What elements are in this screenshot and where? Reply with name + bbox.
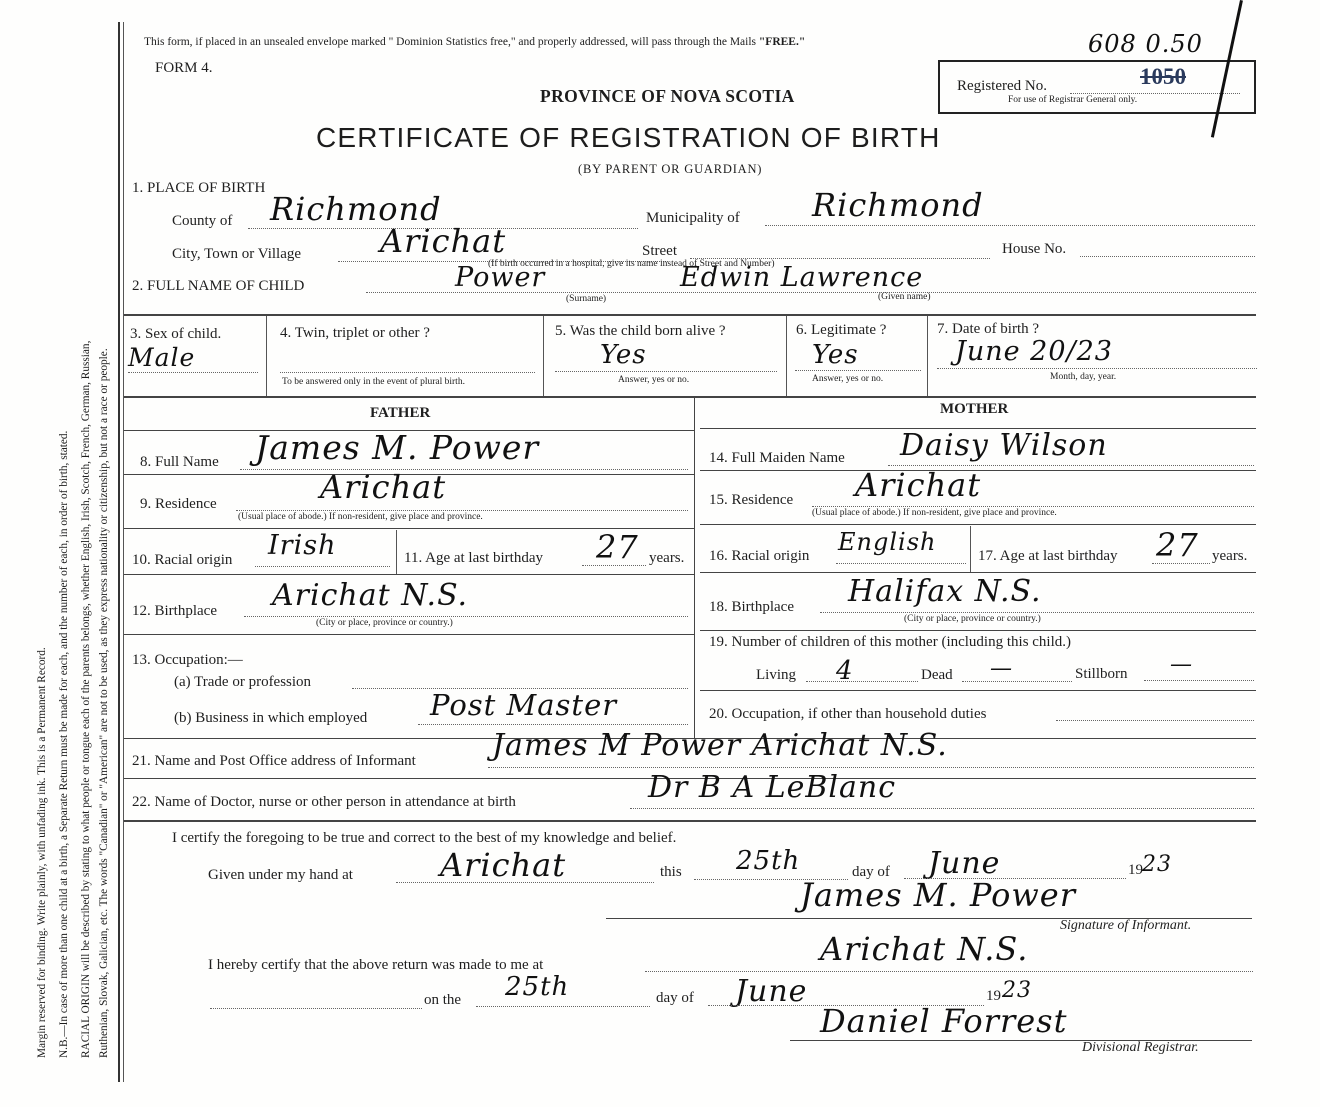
business-value: Post Master (430, 688, 618, 722)
margin-rule (118, 22, 120, 1082)
mother-residence-line (812, 506, 1254, 507)
father-residence-note: (Usual place of abode.) If non-resident, give place and province. (238, 512, 483, 522)
registered-value: 1050 (1140, 64, 1186, 89)
dob-value: June 20/23 (955, 336, 1113, 367)
return-year-prefix: 19 (986, 988, 1001, 1004)
legit-note: Answer, yes or no. (812, 374, 884, 384)
province-title: PROVINCE OF NOVA SCOTIA (540, 86, 795, 106)
father-age-line (582, 565, 646, 566)
mother-age-value: 27 (1156, 526, 1199, 564)
surname-note: (Surname) (566, 294, 607, 304)
father-birthplace-label: 12. Birthplace (132, 603, 217, 619)
father-residence-label: 9. Residence (140, 496, 217, 512)
mother-rule-3 (700, 524, 1256, 525)
certify-statement: I certify the foregoing to be true and correct to the best of my knowledge and belief. (172, 830, 677, 846)
mother-age-divider (970, 526, 971, 572)
registered-line (1070, 93, 1240, 94)
mother-racial-label: 16. Racial origin (709, 548, 810, 564)
mother-rule-6 (700, 690, 1256, 691)
father-heading: FATHER (370, 405, 431, 421)
mother-racial-line (836, 563, 966, 564)
postal-note (144, 36, 805, 48)
father-name-line (240, 469, 688, 470)
doctor-line (630, 808, 1254, 809)
certificate-title: CERTIFICATE OF REGISTRATION OF BIRTH (316, 122, 941, 153)
living-label: Living (756, 667, 796, 683)
informant-label: 21. Name and Post Office address of Informant (132, 753, 416, 769)
mother-occupation-label: 20. Occupation, if other than household duties (709, 706, 987, 722)
father-name-label: 8. Full Name (140, 454, 219, 470)
living-line (806, 681, 918, 682)
sex-label: 3. Sex of child. (130, 326, 222, 342)
county-label: County of (172, 213, 233, 229)
certificate-subtitle: (BY PARENT OR GUARDIAN) (578, 162, 763, 176)
father-name-value: James M. Power (255, 428, 540, 467)
col-div-2 (543, 316, 544, 396)
informant-address-signature: Arichat N.S. (820, 930, 1029, 968)
father-racial-value: Irish (268, 530, 337, 561)
house-label: House No. (1002, 241, 1067, 257)
children-label: 19. Number of children of this mother (including this child.) (709, 634, 1072, 650)
sex-line (128, 372, 258, 373)
child-name-line (366, 292, 1256, 293)
father-racial-line (255, 566, 390, 567)
return-year-value: 23 (1002, 978, 1032, 1003)
informant-value: James M Power Arichat N.S. (492, 728, 948, 763)
col-div-3 (786, 316, 787, 396)
alive-value: Yes (600, 340, 647, 370)
dead-label: Dead (921, 667, 953, 683)
mother-name-label: 14. Full Maiden Name (709, 450, 845, 466)
trade-label: (a) Trade or profession (174, 674, 312, 690)
given-place-value: Arichat (440, 846, 567, 884)
margin-note-line4: Ruthenian, Slovak, Galician, etc. The words "Canadian" or "American" are not to be used, as they express nationality or citizenship, but not a race or people. (98, 348, 110, 1058)
given-day-value: 25th (736, 846, 801, 876)
alive-note: Answer, yes or no. (618, 375, 690, 385)
child-surname-value: Power (455, 262, 546, 293)
given-year-value: 23 (1142, 852, 1172, 877)
this-label: this (660, 864, 682, 880)
living-value: 4 (836, 656, 854, 686)
mother-residence-label: 15. Residence (709, 492, 794, 508)
business-line (418, 724, 688, 725)
return-day-value: 25th (505, 972, 570, 1002)
return-label: I hereby certify that the above return was made to me at (208, 957, 544, 973)
return-day-of: day of (656, 990, 694, 1006)
mother-occupation-line (1056, 720, 1254, 721)
margin-note-line1: Margin reserved for binding. Write plainly, with unfading ink. This is a Permanent Record. (36, 647, 48, 1058)
stillborn-value: — (1170, 652, 1193, 677)
father-age-divider (396, 530, 397, 574)
mother-age-label: 17. Age at last birthday (978, 548, 1118, 564)
rule-after-doctor (124, 820, 1256, 822)
handwritten-file-number: 608 0.50 (1088, 30, 1203, 58)
municipality-line (765, 225, 1255, 226)
father-residence-value: Arichat (320, 468, 447, 506)
on-the-label: on the (424, 992, 462, 1008)
dob-label: 7. Date of birth ? (937, 321, 1040, 337)
father-mother-divider (694, 398, 695, 738)
twin-note: To be answered only in the event of plural birth. (282, 377, 465, 387)
margin-rule-inner (123, 22, 124, 1082)
legit-value: Yes (812, 340, 859, 370)
father-age-value: 27 (596, 528, 639, 566)
stillborn-label: Stillborn (1075, 666, 1128, 682)
father-racial-label: 10. Racial origin (132, 552, 233, 568)
father-years: years. (649, 550, 685, 566)
mother-birthplace-note: (City or place, province or country.) (904, 614, 1041, 624)
mother-racial-value: English (838, 528, 937, 556)
doctor-value: Dr B A LeBlanc (648, 770, 897, 805)
postal-free: "FREE." (758, 36, 806, 48)
father-age-label: 11. Age at last birthday (404, 550, 543, 566)
hospital-note: (If birth occurred in a hospital, give its name instead of Street and Number) (488, 259, 775, 269)
municipality-value: Richmond (812, 186, 984, 224)
county-value: Richmond (270, 190, 442, 228)
mother-residence-note: (Usual place of abode.) If non-resident, give place and province. (812, 508, 1057, 518)
twin-line (280, 372, 535, 373)
registrar-note: For use of Registrar General only. (1008, 95, 1138, 105)
municipality-label: Municipality of (646, 210, 740, 226)
return-place-line-2 (210, 1008, 422, 1009)
child-given-value: Edwin Lawrence (680, 262, 924, 293)
alive-line (555, 371, 777, 372)
col-div-1 (266, 316, 267, 396)
mother-age-line (1152, 563, 1210, 564)
stillborn-line (1144, 680, 1254, 681)
mother-birthplace-label: 18. Birthplace (709, 599, 794, 615)
mother-birthplace-value: Halifax N.S. (848, 574, 1042, 609)
registrar-caption: Divisional Registrar. (1082, 1040, 1199, 1055)
given-label: Given under my hand at (208, 867, 353, 883)
mother-residence-value: Arichat (855, 466, 982, 504)
return-place-line (645, 971, 1253, 972)
dob-line (937, 368, 1257, 369)
rule-after-row3 (124, 396, 1256, 398)
registrar-signature: Daniel Forrest (820, 1002, 1068, 1040)
mother-rule-4 (700, 572, 1256, 573)
margin-note-line3: RACIAL ORIGIN will be described by stating to what people or tongue each of the parents belongs, whether English, Irish, Scotch, French, German, Russian, (80, 340, 92, 1058)
father-birthplace-note: (City or place, province or country.) (316, 618, 453, 628)
form-number: FORM 4. (155, 60, 213, 76)
father-birthplace-line (244, 616, 688, 617)
given-month-value: June (928, 846, 1001, 881)
dob-note: Month, day, year. (1050, 372, 1117, 382)
return-month-value: June (735, 974, 808, 1009)
day-of-label: day of (852, 864, 890, 880)
return-day-line (476, 1006, 650, 1007)
registered-label: Registered No. (957, 78, 1047, 94)
sex-value: Male (128, 343, 196, 372)
father-rule-4 (124, 574, 694, 575)
mother-years: years. (1212, 548, 1248, 564)
mother-heading: MOTHER (940, 401, 1009, 417)
father-occupation-label: 13. Occupation:— (132, 652, 243, 668)
signature-caption: Signature of Informant. (1060, 918, 1192, 933)
alive-label: 5. Was the child born alive ? (555, 323, 726, 339)
col-div-4 (927, 316, 928, 396)
dead-value: — (990, 656, 1013, 681)
city-label: City, Town or Village (172, 246, 302, 262)
year-prefix: 19 (1128, 862, 1143, 878)
informant-line (488, 767, 1254, 768)
mother-name-value: Daisy Wilson (900, 428, 1108, 463)
house-line (1080, 256, 1255, 257)
mother-birthplace-line (820, 612, 1254, 613)
given-note: (Given name) (878, 292, 931, 302)
father-birthplace-value: Arichat N.S. (272, 578, 469, 613)
street-label: Street (642, 243, 677, 259)
doctor-label: 22. Name of Doctor, nurse or other person in attendance at birth (132, 794, 516, 810)
child-name-label: 2. FULL NAME OF CHILD (132, 278, 305, 294)
dead-line (962, 681, 1072, 682)
rule-after-name (124, 314, 1256, 316)
margin-note-line2: N.B.—In case of more than one child at a birth, a Separate Return must be made for each, and the number of each, in order of birth, stated. (58, 430, 70, 1058)
legit-line (795, 370, 921, 371)
informant-signature: James M. Power (800, 876, 1077, 914)
legit-label: 6. Legitimate ? (796, 322, 887, 338)
business-label: (b) Business in which employed (174, 710, 368, 726)
given-place-line (396, 882, 654, 883)
father-rule-5 (124, 634, 694, 635)
father-residence-line (236, 510, 688, 511)
place-of-birth-label: 1. PLACE OF BIRTH (132, 180, 266, 196)
twin-label: 4. Twin, triplet or other ? (280, 325, 430, 341)
postal-note-text: This form, if placed in an unsealed envelope marked " Dominion Statistics free," and properly addressed, will pass through the Mails (144, 36, 759, 48)
city-value: Arichat (380, 222, 507, 260)
mother-rule-5 (700, 630, 1256, 631)
